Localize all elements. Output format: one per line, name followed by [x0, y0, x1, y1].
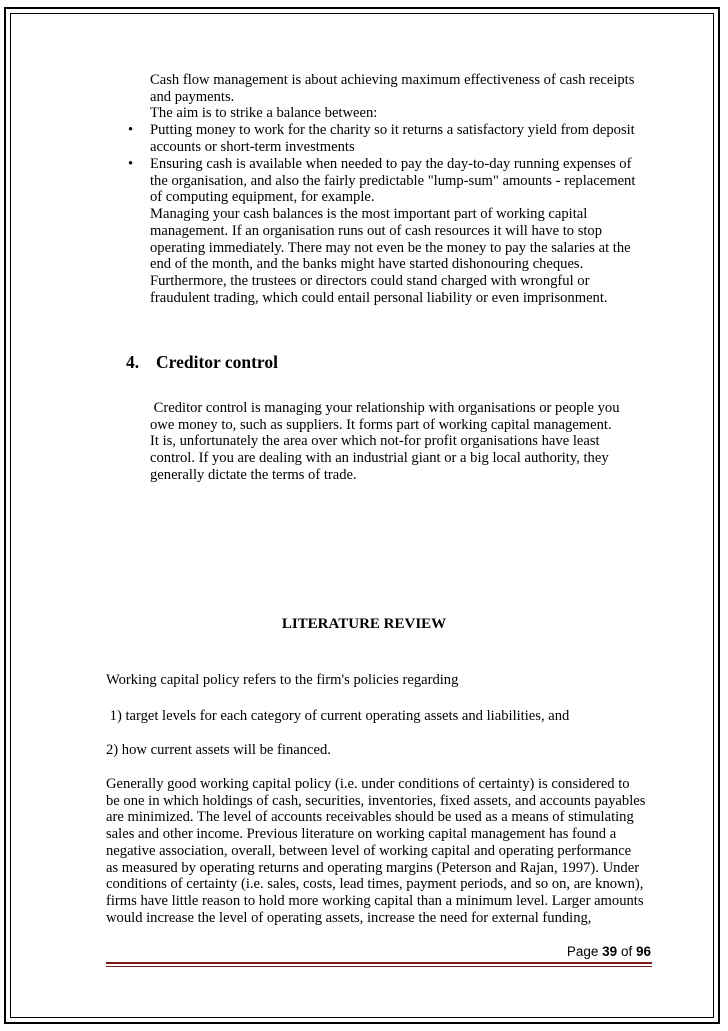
page-total: 96	[635, 944, 651, 959]
literature-review-title: LITERATURE REVIEW	[281, 616, 447, 632]
footer-rule-thin	[106, 966, 652, 967]
lit-paragraph: 2) how current assets will be financed.	[106, 742, 331, 758]
para-line: generally dictate the terms of trade.	[150, 466, 357, 483]
section-number: 4.	[126, 352, 140, 372]
bullet-line: Ensuring cash is available when needed to pay the day-to-day running expenses of	[150, 156, 632, 172]
bullet-line: management. If an organisation runs out of cash resources it will have to stop	[150, 222, 603, 239]
bullet-line: fraudulent trading, which could entail personal liability or even imprisonment.	[150, 289, 608, 306]
footer-rule	[106, 962, 652, 964]
cash-flow-intro	[150, 72, 650, 122]
bullet-line: accounts or short-term investments	[150, 138, 355, 155]
creditor-control-paragraph	[150, 400, 650, 484]
page-current: 39	[602, 944, 618, 959]
para-line: are minimized. The level of accounts receivables should be used as a means of stimulating	[106, 809, 634, 826]
lit-paragraph: Working capital policy refers to the firm's policies regarding	[106, 672, 459, 688]
bullet-item	[128, 156, 650, 306]
bullet-line: Managing your cash balances is the most important part of working capital	[150, 206, 588, 223]
para-line: owe money to, such as suppliers. It forms part of working capital management.	[150, 416, 612, 433]
lit-paragraph-main	[106, 776, 666, 926]
bullet-line: of computing equipment, for example.	[150, 189, 375, 206]
para-line: firms have little reason to hold more working capital than a minimum level. Larger amounts	[106, 892, 644, 909]
para-line: negative association, overall, between level of working capital and operating performance	[106, 842, 632, 859]
para-line: Generally good working capital policy (i.e. under conditions of certainty) is considered to	[106, 776, 630, 792]
page-prefix: Page	[566, 944, 603, 959]
intro-line: Cash flow management is about achieving maximum effectiveness of cash receipts	[150, 72, 635, 88]
para-line: would increase the level of operating assets, increase the need for external funding,	[106, 909, 592, 926]
para-line: be one in which holdings of cash, securities, inventories, fixed assets, and accounts payables	[106, 792, 646, 809]
para-line: sales and other income. Previous literature on working capital management has found a	[106, 826, 617, 843]
para-line: control. If you are dealing with an industrial giant or a big local authority, they	[150, 450, 609, 467]
bullet-line: Furthermore, the trustees or directors could stand charged with wrongful or	[150, 272, 590, 289]
intro-line: and payments.	[150, 88, 235, 105]
bullet-line: operating immediately. There may not even be the money to pay the salaries at the	[150, 239, 631, 256]
bullet-item	[128, 122, 650, 155]
bullet-line: the organisation, and also the fairly predictable "lump-sum" amounts - replacement	[150, 172, 636, 189]
lit-paragraph: 1) target levels for each category of current operating assets and liabilities, and	[106, 708, 570, 724]
intro-line: The aim is to strike a balance between:	[150, 105, 378, 122]
para-line: Creditor control is managing your relationship with organisations or people you	[150, 400, 620, 416]
bullet-line: end of the month, and the banks might have started dishonouring cheques.	[150, 256, 584, 273]
bullet-icon: •	[128, 122, 134, 138]
bullet-icon: •	[128, 156, 134, 172]
section-heading	[126, 352, 278, 372]
section-title: Creditor control	[156, 352, 278, 372]
page-mid: of	[617, 944, 636, 959]
para-line: as measured by operating returns and operating margins (Peterson and Rajan, 1997). Under	[106, 859, 640, 876]
bullet-line: Putting money to work for the charity so it returns a satisfactory yield from deposit	[150, 122, 635, 138]
page-number	[567, 944, 651, 961]
para-line: conditions of certainty (i.e. sales, costs, lead times, payment periods, and so on, are known),	[106, 876, 644, 893]
para-line: It is, unfortunately the area over which not-for profit organisations have least	[150, 433, 600, 450]
